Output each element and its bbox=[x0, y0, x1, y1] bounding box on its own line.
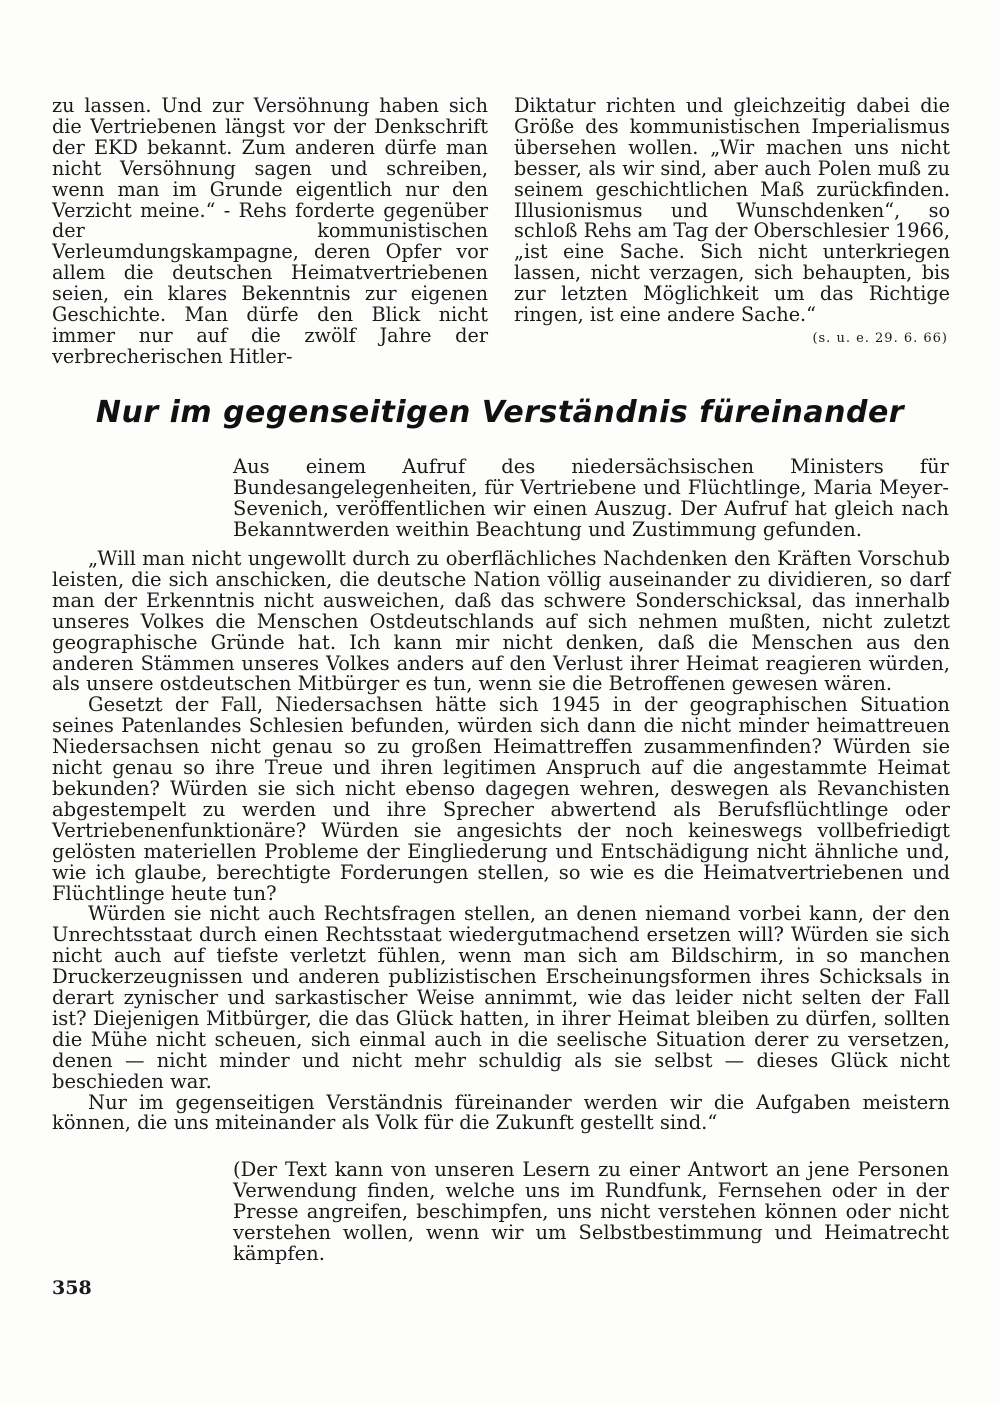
body-paragraph: Gesetzt der Fall, Niedersachsen hätte sich 1945 in der geographischen Situation seines Patenlandes Schlesien befunden, würden sich dann die nicht minder heimattreuen Niedersachsen nicht genau so zu großen Heimattreffen zusammenfinden? Würden sie nicht genau so ihre Treue und ihren legitimen Anspruch auf die angestammte Heimat bekunden? Würden sie sich nicht ebenso dagegen wehren, deswegen als Revanchisten abgestempelt zu werden und ihre Sprecher abwertend als Berufsflüchtlinge oder Vertriebenenfunktionäre? Würden sie angesichts der noch keineswegs vollbefriedigt gelösten materiellen Probleme der Eingliederung und Entschädigung nicht ähnliche und, wie ich glaube, berechtigte Forderungen stellen, so wie es die Heimatvertriebenen und Flüchtlinge heute tun? bbox=[52, 693, 950, 905]
article-title: Nur im gegenseitigen Verständnis füreinander bbox=[95, 395, 905, 430]
article-intro: Aus einem Aufruf des niedersächsischen Ministers für Bundesangelegenheiten, für Vertriebene und Flüchtlinge, Maria Meyer-Sevenich, veröffentlichen wir einen Auszug. Der Aufruf hat gleich nach Bekanntwerden weithin Beachtung und Zustimmung gefunden. bbox=[233, 455, 949, 541]
right-column-text: Diktatur richten und gleichzeitig dabei die Größe des kommunistischen Imperialismus übersehen wollen. „Wir machen uns nicht besser, als wir sind, aber auch Polen muß zu seinem geschichtlichen Maß zurückfinden. Illusionismus und Wunschdenken“, so schloß Rehs am Tag der Oberschlesier 1966, „ist eine Sache. Sich nicht unterkriegen lassen, nicht verzagen, sich behaupten, bis zur letzten Möglichkeit um das Richtige ringen, ist eine andere Sache.“ bbox=[514, 94, 950, 327]
left-column-text: zu lassen. Und zur Versöhnung haben sich die Vertriebenen längst vor der Denkschrift der EKD bekannt. Zum anderen dürfe man nicht Versöhnung sagen und schreiben, wenn man im Grunde eigentlich nur den Verzicht meine.“ - Rehs forderte gegenüber der kommunistischen Verleumdungskampagne, deren Opfer vor allem die deutschen Heimatvertriebenen seien, ein klares Bekenntnis zur eigenen Geschichte. Man dürfe den Blick nicht immer nur auf die zwölf Jahre der verbrecherischen Hitler- bbox=[52, 94, 488, 368]
closing-note: (Der Text kann von unseren Lesern zu einer Antwort an jene Personen Verwendung finden, welche uns im Rundfunk, Fernsehen oder in der Presse angreifen, beschimpfen, uns nicht verstehen können oder nicht verstehen wollen, wenn wir um Selbstbestimmung und Heimatrecht kämpfen. bbox=[233, 1158, 949, 1265]
page-number: 358 bbox=[52, 1277, 92, 1299]
body-paragraph: Nur im gegenseitigen Verständnis füreinander werden wir die Aufgaben meistern können, die uns miteinander als Volk für die Zukunft gestellt sind.“ bbox=[52, 1090, 950, 1135]
source-citation: (s. u. e. 29. 6. 66) bbox=[812, 331, 948, 346]
article-body bbox=[52, 549, 950, 1134]
body-paragraph: Würden sie nicht auch Rechtsfragen stellen, an denen niemand vorbei kann, der den Unrechtsstaat durch einen Rechtsstaat wiedergutmachend ersetzen will? Würden sie sich nicht auch auf tiefste verletzt fühlen, wenn man sich am Bildschirm, in so manchen Druckerzeugnissen und anderen publizistischen Erscheinungsformen ihres Schicksals in derart zynischer und sarkastischer Weise annimmt, wie das leider nicht selten der Fall ist? Diejenigen Mitbürger, die das Glück hatten, in ihrer Heimat bleiben zu dürfen, sollten die Mühe nicht scheuen, sich einmal auch in die seelische Situation derer zu versetzen, denen — nicht minder und nicht mehr schuldig als sie selbst — dieses Glück nicht beschieden war. bbox=[52, 902, 950, 1093]
body-paragraph: „Will man nicht ungewollt durch zu oberflächliches Nachdenken den Kräften Vorschub leisten, die sich anschicken, die deutsche Nation völlig auseinander zu dividieren, so darf man der Erkenntnis nicht ausweichen, daß das schwere Sonderschicksal, das innerhalb unseres Volkes die Menschen Ostdeutschlands auf sich nehmen mußten, nicht zuletzt geographische Gründe hat. Ich kann mir nicht denken, daß die Menschen aus den anderen Stämmen unseres Volkes anders auf den Verlust ihrer Heimat reagieren würden, als unsere ostdeutschen Mitbürger es tun, wenn sie die Betroffenen gewesen wären. bbox=[52, 547, 950, 696]
